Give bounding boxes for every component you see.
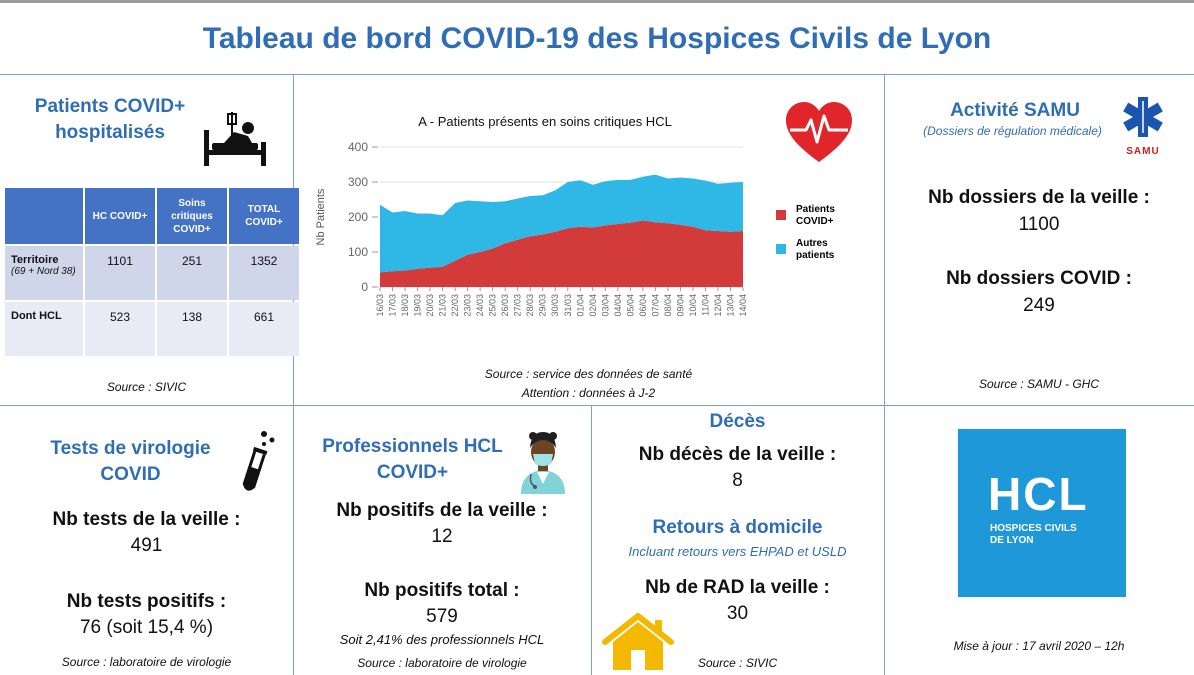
- chart-title: A - Patients présents en soins critiques HCL: [418, 114, 672, 129]
- table-header-row: [5, 188, 299, 244]
- table-header: Soins critiques COVID+: [157, 188, 227, 244]
- chart-x-tick-label: 08/04: [662, 294, 673, 317]
- chart-x-tick-label: 20/03: [425, 294, 436, 317]
- pros-source: Source : laboratoire de virologie: [357, 656, 527, 670]
- pros-heading-line1: Professionnels HCL: [322, 436, 503, 457]
- legend-label-covid: [796, 204, 838, 227]
- page-title: Tableau de bord COVID-19 des Hospices Civils de Lyon: [202, 22, 992, 55]
- hcl-logo-line1: HOSPICES CIVILS: [990, 523, 1077, 534]
- chart-y-tick-label: 200: [347, 210, 368, 224]
- test-tube-icon: [234, 430, 278, 496]
- deces-source: Source : SIVIC: [697, 656, 778, 670]
- divider: [0, 74, 1194, 75]
- legend-swatch-covid: [776, 210, 786, 220]
- legend-label-autres: [796, 238, 835, 261]
- pros-value-total: 579: [426, 606, 458, 627]
- chart-x-tick-label: 30/03: [550, 294, 561, 317]
- chart-x-tick-label: 28/03: [525, 294, 536, 317]
- update-time: Mise à jour : 17 avril 2020 – 12h: [953, 639, 1125, 653]
- chart-y-tick-label: 0: [361, 280, 368, 294]
- chart-y-axis-label: Nb Patients: [315, 188, 327, 246]
- chart-x-ticks: [375, 287, 748, 317]
- samu-source: Source : SAMU - GHC: [978, 377, 1100, 391]
- chart-areas: [380, 175, 743, 287]
- chart-x-tick-label: 18/03: [400, 294, 411, 317]
- rad-heading: Retours à domicile: [652, 517, 823, 538]
- chart-warning: Attention : données à J-2: [521, 386, 656, 400]
- pros-label-veille: Nb positifs de la veille :: [336, 500, 548, 521]
- hospitalised-table-wrap: [3, 186, 301, 358]
- table-row: [5, 302, 299, 356]
- table-cell: 523: [85, 302, 155, 356]
- samu-value-covid: 249: [1023, 295, 1055, 316]
- samu-value-veille: 1100: [1018, 214, 1060, 235]
- table-header: TOTAL COVID+: [229, 188, 299, 244]
- samu-heading: Activité SAMU: [950, 100, 1080, 121]
- chart-y-tick-label: 400: [347, 140, 368, 154]
- hospital-bed-icon: [200, 110, 270, 168]
- patients-heading-line2: hospitalisés: [55, 122, 165, 143]
- row-sublabel: (69 + Nord 38): [11, 266, 76, 277]
- top-border: [0, 0, 1194, 3]
- chart-x-tick-label: 10/04: [687, 294, 698, 317]
- hcl-logo: [958, 429, 1126, 597]
- hcl-logo-title: HCL: [988, 468, 1089, 520]
- chart-y-tick-label: 300: [347, 175, 368, 189]
- tests-value-veille: 491: [130, 535, 163, 556]
- hcl-logo-line2: DE LYON: [990, 535, 1034, 546]
- tests-heading-line2: COVID: [100, 464, 161, 485]
- tests-source: Source : laboratoire de virologie: [61, 655, 232, 669]
- tests-value-positifs: 76 (soit 15,4 %): [79, 617, 214, 638]
- samu-subheading: (Dossiers de régulation médicale): [923, 124, 1102, 138]
- chart-x-tick-label: 26/03: [500, 294, 511, 317]
- chart-x-tick-label: 09/04: [675, 294, 686, 317]
- table-cell: 1101: [85, 246, 155, 300]
- table-header: [5, 188, 83, 244]
- star-of-life-icon: [1117, 95, 1169, 145]
- table-row-label: [5, 246, 83, 300]
- table-cell: 661: [229, 302, 299, 356]
- deces-heading: Décès: [709, 411, 766, 432]
- chart-x-tick-label: 11/04: [700, 294, 711, 316]
- chart-x-tick-label: 21/03: [437, 294, 448, 317]
- chart-x-tick-label: 13/04: [725, 294, 736, 317]
- pros-value-veille: 12: [431, 526, 453, 547]
- patients-heading-line1: Patients COVID+: [34, 96, 186, 117]
- healthcare-worker-icon: [517, 428, 569, 494]
- table-cell: 138: [157, 302, 227, 356]
- samu-label-veille: Nb dossiers de la veille :: [928, 187, 1150, 208]
- samu-logo-text: SAMU: [1126, 146, 1160, 157]
- legend-swatch-autres: [776, 244, 786, 254]
- row-label: Territoire: [11, 254, 59, 266]
- chart-x-tick-label: 23/03: [462, 294, 473, 317]
- chart-x-tick-label: 22/03: [450, 294, 461, 317]
- patients-heading: [10, 94, 210, 146]
- patients-source: Source : SIVIC: [106, 380, 187, 394]
- table-cell: 251: [157, 246, 227, 300]
- chart-x-tick-label: 25/03: [487, 294, 498, 317]
- legend-label-autres-l2: patients: [796, 250, 835, 261]
- tests-heading: [18, 436, 243, 488]
- hospitalised-table: [3, 186, 301, 358]
- chart-y-tick-label: 100: [347, 245, 368, 259]
- rad-label-veille: Nb de RAD la veille :: [645, 577, 830, 598]
- chart-y-ticks: [348, 140, 378, 294]
- chart-x-tick-label: 24/03: [475, 294, 486, 317]
- chart-legend: [776, 204, 838, 261]
- chart-x-tick-label: 16/03: [375, 294, 385, 317]
- chart-x-tick-label: 19/03: [412, 294, 423, 317]
- pros-note: Soit 2,41% des professionnels HCL: [339, 632, 545, 647]
- chart-x-tick-label: 17/03: [387, 294, 398, 317]
- table-header: HC COVID+: [85, 188, 155, 244]
- chart-x-tick-label: 29/03: [537, 294, 548, 317]
- table-row-label: Dont HCL: [5, 302, 83, 356]
- chart-x-tick-label: 01/04: [575, 294, 586, 317]
- chart-x-tick-label: 03/04: [600, 294, 611, 317]
- legend-label-autres-l1: Autres: [796, 238, 828, 249]
- chart-x-tick-label: 05/04: [625, 294, 636, 317]
- samu-label-covid: Nb dossiers COVID :: [946, 268, 1132, 289]
- legend-label-covid-l2: COVID+: [796, 216, 834, 227]
- chart-x-tick-label: 07/04: [650, 294, 661, 317]
- table-row: [5, 246, 299, 300]
- tests-label-veille: Nb tests de la veille :: [52, 509, 241, 530]
- chart-x-tick-label: 02/04: [587, 294, 598, 317]
- tests-label-positifs: Nb tests positifs :: [66, 591, 227, 612]
- pros-heading-line2: COVID+: [376, 462, 449, 483]
- deces-label-veille: Nb décès de la veille :: [638, 444, 837, 465]
- chart-source: Source : service des données de santé: [484, 367, 693, 381]
- table-cell: 1352: [229, 246, 299, 300]
- tests-heading-line1: Tests de virologie: [50, 438, 211, 459]
- divider: [884, 74, 885, 675]
- chart-x-tick-label: 14/04: [738, 294, 748, 317]
- chart-x-tick-label: 27/03: [512, 294, 523, 317]
- pros-label-total: Nb positifs total :: [364, 580, 520, 601]
- chart-x-tick-label: 31/03: [562, 294, 573, 317]
- rad-value-veille: 30: [726, 603, 749, 624]
- chart-x-tick-label: 04/04: [612, 294, 623, 317]
- chart-x-tick-label: 12/04: [712, 294, 723, 317]
- rad-note: Incluant retours vers EHPAD et USLD: [628, 544, 847, 559]
- pros-heading: [300, 434, 525, 486]
- divider: [0, 405, 1194, 406]
- chart-x-tick-label: 06/04: [637, 294, 648, 317]
- heart-icon: [784, 100, 854, 164]
- deces-value-veille: 8: [732, 470, 743, 491]
- legend-label-covid-l1: Patients: [796, 204, 835, 215]
